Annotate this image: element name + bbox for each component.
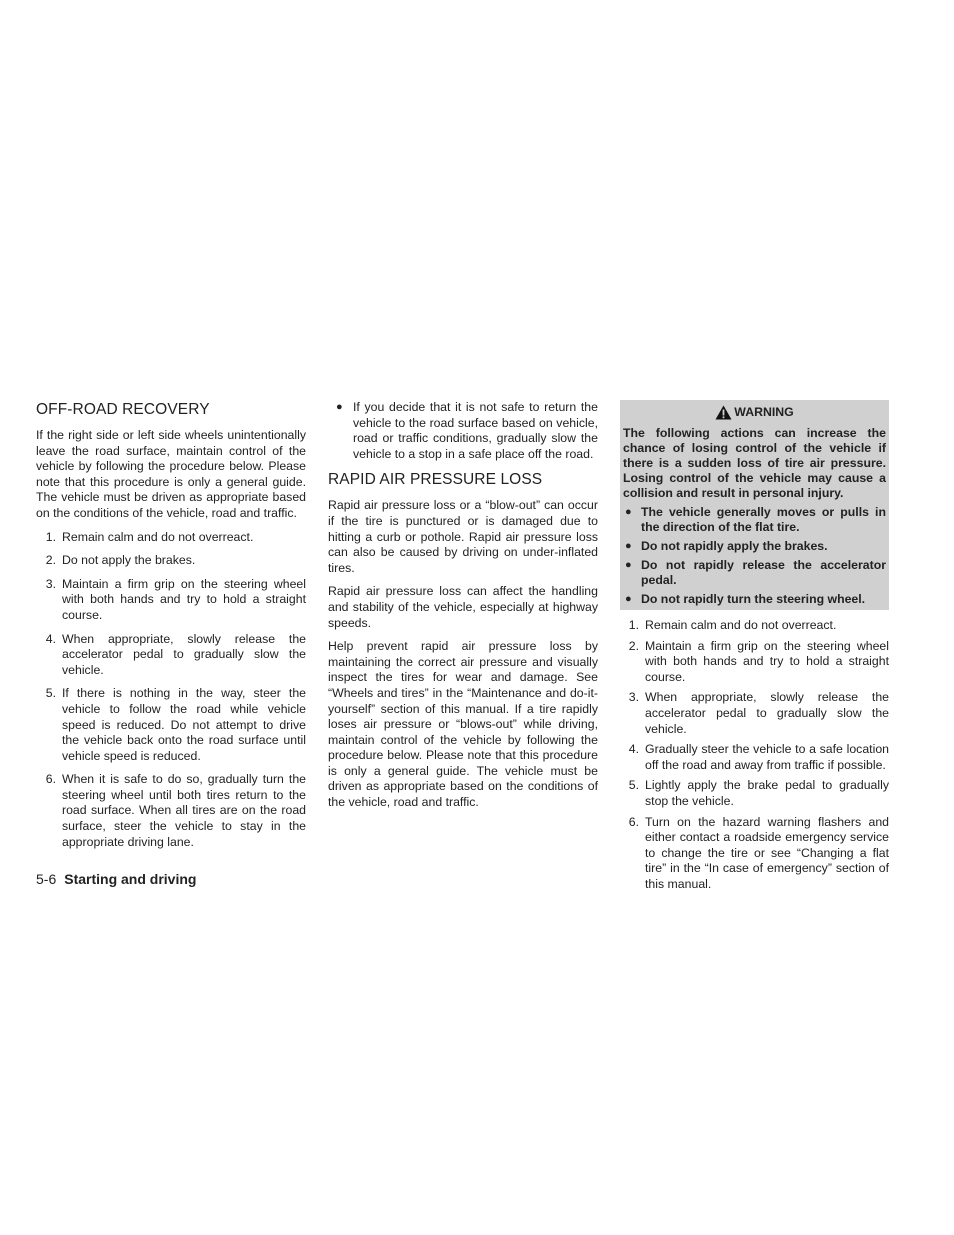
step-number: 6.: [45, 772, 56, 787]
step-number: 2.: [628, 638, 639, 653]
list-item: [36, 632, 306, 679]
page-footer: [36, 871, 196, 887]
list-item: [620, 639, 889, 686]
step-number: 4.: [45, 631, 56, 646]
warning-triangle-icon: [715, 405, 732, 420]
step-number: 3.: [45, 576, 56, 591]
section-heading-rapid-air-pressure-loss: RAPID AIR PRESSURE LOSS: [328, 471, 543, 489]
paragraph: Rapid air pressure loss or a “blow-out” can occur if the tire is punctured or is damaged due to hitting a curb or pothole. Rapid air pressure loss can also be caused by driving on under-inflated tires.: [328, 498, 598, 575]
bullet-item: [328, 400, 598, 462]
column-off-road-recovery: [36, 400, 306, 858]
list-item: [620, 742, 889, 773]
warning-bullet: [623, 558, 886, 588]
list-item: [36, 530, 306, 546]
bullet-icon: ●: [625, 506, 632, 518]
list-item: [36, 577, 306, 624]
step-text: Turn on the hazard warning flashers and either contact a roadside emergency service to change the tire or see “Changing a flat tire” in the “In case of emergency” section of this manual.: [645, 814, 889, 891]
list-item: [620, 815, 889, 893]
warning-bullet-text: Do not rapidly release the accelerator pedal.: [641, 558, 886, 587]
step-text: When appropriate, slowly release the accelerator pedal to gradually slow the vehicle.: [645, 690, 889, 736]
section-heading-off-road-recovery: OFF-ROAD RECOVERY: [36, 401, 210, 418]
bullet-icon: ●: [625, 593, 632, 605]
list-item: [620, 690, 889, 737]
step-number: 2.: [45, 553, 56, 568]
warning-bullet: [623, 539, 886, 554]
step-number: 4.: [628, 742, 639, 757]
column-rapid-air-pressure-loss: [328, 400, 598, 819]
warning-bullet: [623, 505, 886, 535]
list-item: [36, 553, 306, 569]
section-title: Starting and driving: [64, 871, 197, 887]
step-text: Maintain a firm grip on the steering wheel with both hands and try to hold a straight course.: [62, 576, 306, 622]
step-number: 5.: [45, 686, 56, 701]
off-road-steps-list: [36, 530, 306, 851]
paragraph-intro: If the right side or left side wheels unintentionally leave the road surface, maintain control of the vehicle by following the procedure below. Please note that this procedure is only a general guide. The vehicle must be driven as appropriate based on the conditions of the vehicle, road and traffic.: [36, 428, 306, 520]
step-number: 3.: [628, 690, 639, 705]
bullet-icon: ●: [336, 401, 343, 413]
list-item: [36, 686, 306, 764]
page-number: 5-6: [36, 871, 57, 887]
list-item: [36, 772, 306, 850]
warning-bullet: [623, 592, 886, 607]
step-number: 6.: [628, 814, 639, 829]
paragraph: Help prevent rapid air pressure loss by maintaining the correct air pressure and visually inspect the tires for wear and damage. See “Wheels and tires” in the “Maintenance and do-it-yourself” section of this manual. If a tire rapidly loses air pressure or “blows-out” while driving, maintain control of the vehicle by following the procedure below. Please note that this procedure is only a general guide. The vehicle must be driven as appropriate based on the conditions of the vehicle, road and traffic.: [328, 639, 598, 810]
step-number: 1.: [45, 529, 56, 544]
warning-box: [620, 400, 889, 610]
step-text: Remain calm and do not overreact.: [62, 529, 254, 544]
step-number: 1.: [628, 618, 639, 632]
step-text: Remain calm and do not overreact.: [645, 618, 837, 632]
warning-bullet-text: Do not rapidly turn the steering wheel.: [641, 592, 866, 606]
warning-bullet-text: Do not rapidly apply the brakes.: [641, 539, 828, 553]
step-text: When appropriate, slowly release the accelerator pedal to gradually slow the vehicle.: [62, 631, 306, 677]
bullet-icon: ●: [625, 540, 632, 552]
step-text: Gradually steer the vehicle to a safe location off the road and away from traffic if possible.: [645, 742, 889, 772]
step-text: If there is nothing in the way, steer the vehicle to follow the road while vehicle speed is reduced. Do not attempt to drive the vehicle back onto the road surface until vehicle speed is reduced.: [62, 686, 306, 763]
warning-title: WARNING: [734, 405, 794, 419]
step-number: 5.: [628, 778, 639, 793]
bullet-text: If you decide that it is not safe to return the vehicle to the road surface based on vehicle, road or traffic conditions, gradually slow the vehicle to a stop in a safe place off the road.: [353, 400, 598, 461]
step-text: Maintain a firm grip on the steering wheel with both hands and try to hold a straight course.: [645, 638, 889, 684]
list-item: [620, 618, 889, 634]
step-text: Lightly apply the brake pedal to gradually stop the vehicle.: [645, 778, 889, 808]
warning-header: [623, 403, 886, 422]
warning-bullet-text: The vehicle generally moves or pulls in the direction of the flat tire.: [641, 505, 886, 534]
column-warning-and-steps: [620, 400, 889, 898]
paragraph: Rapid air pressure loss can affect the handling and stability of the vehicle, especially at highway speeds.: [328, 584, 598, 630]
step-text: Do not apply the brakes.: [62, 553, 196, 568]
step-text: When it is safe to do so, gradually turn the steering wheel until both tires return to the road surface. When all tires are on the road surface, steer the vehicle to stay in the appropriate driving lane.: [62, 772, 306, 849]
air-pressure-loss-steps-list: [620, 618, 889, 893]
bullet-icon: ●: [625, 559, 632, 571]
list-item: [620, 778, 889, 809]
warning-intro: The following actions can increase the chance of losing control of the vehicle if there is a sudden loss of tire air pressure. Losing control of the vehicle may cause a collision and result in personal injury.: [623, 426, 886, 500]
